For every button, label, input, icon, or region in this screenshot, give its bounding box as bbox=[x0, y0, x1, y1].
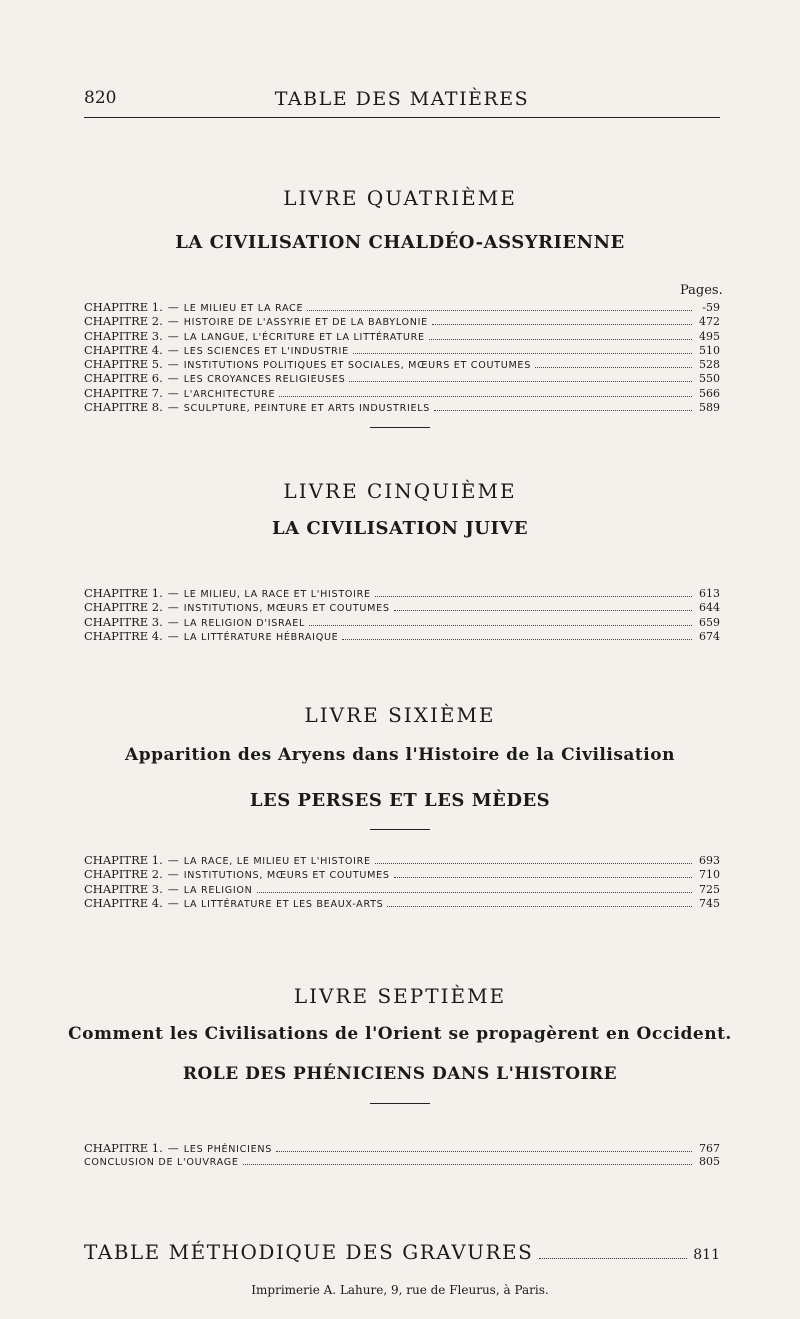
chapter-label: CHAPITRE 2. bbox=[84, 867, 163, 882]
book-subtitle-6a: Apparition des Aryens dans l'Histoire de la Civilisation bbox=[125, 745, 675, 765]
gravures-title: TABLE MÉTHODIQUE DES GRAVURES bbox=[84, 1240, 534, 1264]
chapter-page: 644 bbox=[699, 601, 720, 615]
toc-entry[interactable]: CHAPITRE 4. — LA LITTÉRATURE ET LES BEAUX-ARTS 745 bbox=[84, 895, 720, 910]
toc-entry[interactable]: CHAPITRE 7. — L'ARCHITECTURE 566 bbox=[84, 385, 720, 400]
dot-leader bbox=[375, 863, 692, 864]
chapter-label: CHAPITRE 2. bbox=[84, 314, 163, 329]
chapter-title: LA LANGUE, L'ÉCRITURE ET LA LITTÉRATURE bbox=[183, 331, 425, 343]
chapter-page: 566 bbox=[699, 386, 720, 400]
chapter-title: LES PHÉNICIENS bbox=[183, 1144, 273, 1155]
chapter-page: 613 bbox=[699, 587, 720, 600]
dot-leader bbox=[349, 381, 692, 382]
dot-leader bbox=[394, 610, 692, 611]
chapter-page: 510 bbox=[699, 343, 720, 357]
book-title-7: LIVRE SEPTIÈME bbox=[293, 984, 507, 1008]
chapter-list-6 bbox=[84, 853, 720, 910]
dot-leader bbox=[434, 410, 692, 411]
chapter-title: LA LITTÉRATURE ET LES BEAUX-ARTS bbox=[183, 898, 384, 910]
dot-leader bbox=[279, 396, 692, 397]
toc-entry[interactable]: CHAPITRE 2. — INSTITUTIONS, MŒURS ET COUTUMES 710 bbox=[84, 867, 720, 882]
chapter-title: LA LITTÉRATURE HÉBRAIQUE bbox=[183, 631, 339, 643]
chapter-page: 659 bbox=[699, 615, 720, 629]
section-rule bbox=[370, 1103, 430, 1104]
imprint: Imprimerie A. Lahure, 9, rue de Fleurus, à Paris. bbox=[251, 1283, 549, 1297]
chapter-title: LA RELIGION bbox=[183, 884, 253, 896]
chapter-label: CHAPITRE 4. bbox=[84, 628, 163, 643]
chapter-page: 725 bbox=[699, 882, 720, 896]
dot-leader bbox=[429, 339, 692, 340]
chapter-label: CHAPITRE 3. bbox=[84, 614, 163, 629]
chapter-label: CHAPITRE 1. bbox=[84, 300, 163, 314]
chapter-page: -59 bbox=[702, 301, 720, 314]
chapter-label: CHAPITRE 1. bbox=[84, 586, 163, 600]
toc-entry[interactable]: CHAPITRE 8. — SCULPTURE, PEINTURE ET ARTS INDUSTRIELS 589 bbox=[84, 400, 720, 415]
chapter-page: 472 bbox=[699, 315, 720, 329]
toc-entry[interactable]: CHAPITRE 3. — LA RELIGION D'ISRAEL 659 bbox=[84, 614, 720, 629]
chapter-label: CHAPITRE 3. bbox=[84, 328, 163, 343]
chapter-page: 589 bbox=[699, 401, 720, 415]
toc-entry[interactable]: CHAPITRE 1. — LES PHÉNICIENS 767 bbox=[84, 1141, 720, 1155]
book-subtitle-4: LA CIVILISATION CHALDÉO-ASSYRIENNE bbox=[175, 232, 625, 253]
chapter-page: 693 bbox=[699, 854, 720, 867]
dot-leader bbox=[387, 906, 692, 907]
chapter-label: CHAPITRE 1. bbox=[84, 853, 163, 867]
dot-leader bbox=[375, 596, 692, 597]
chapter-page: 805 bbox=[699, 1155, 720, 1169]
section-rule bbox=[370, 427, 430, 428]
chapter-page: 710 bbox=[699, 868, 720, 882]
chapter-title: LE MILIEU, LA RACE ET L'HISTOIRE bbox=[183, 589, 371, 600]
chapter-page: 745 bbox=[699, 896, 720, 910]
toc-entry[interactable]: CHAPITRE 2. — HISTOIRE DE L'ASSYRIE ET DE LA BABYLONIE 472 bbox=[84, 314, 720, 329]
chapter-label: CHAPITRE 6. bbox=[84, 371, 163, 386]
chapter-title: INSTITUTIONS POLITIQUES ET SOCIALES, MŒURS ET COUTUMES bbox=[183, 360, 531, 372]
page-number: 820 bbox=[84, 88, 117, 108]
conclusion-title: CONCLUSION DE L'OUVRAGE bbox=[84, 1157, 239, 1169]
toc-entry[interactable]: CHAPITRE 4. — LES SCIENCES ET L'INDUSTRIE 510 bbox=[84, 342, 720, 357]
chapter-label: CHAPITRE 2. bbox=[84, 600, 163, 615]
chapter-title: LES CROYANCES RELIGIEUSES bbox=[183, 374, 346, 386]
chapter-page: 674 bbox=[699, 629, 720, 643]
section-rule bbox=[370, 829, 430, 830]
toc-entry[interactable]: CHAPITRE 4. — LA LITTÉRATURE HÉBRAIQUE 674 bbox=[84, 628, 720, 643]
toc-entry[interactable]: CHAPITRE 1. — LE MILIEU, LA RACE ET L'HISTOIRE 613 bbox=[84, 586, 720, 600]
chapter-label: CHAPITRE 8. bbox=[84, 400, 163, 415]
book-subtitle-5: LA CIVILISATION JUIVE bbox=[271, 518, 529, 539]
chapter-label: CHAPITRE 7. bbox=[84, 385, 163, 400]
dot-leader bbox=[539, 1258, 687, 1259]
dot-leader bbox=[535, 367, 692, 368]
chapter-label: CHAPITRE 1. bbox=[84, 1141, 163, 1155]
chapter-page: 550 bbox=[699, 372, 720, 386]
dot-leader bbox=[394, 877, 692, 878]
chapter-title: LA RACE, LE MILIEU ET L'HISTOIRE bbox=[183, 856, 371, 867]
chapter-label: CHAPITRE 3. bbox=[84, 881, 163, 896]
dot-leader bbox=[276, 1151, 692, 1152]
chapter-title: INSTITUTIONS, MŒURS ET COUTUMES bbox=[183, 870, 390, 882]
chapter-list-5 bbox=[84, 586, 720, 643]
chapter-title: HISTOIRE DE L'ASSYRIE ET DE LA BABYLONIE bbox=[183, 317, 428, 329]
chapter-title: INSTITUTIONS, MŒURS ET COUTUMES bbox=[183, 603, 390, 615]
chapter-title: L'ARCHITECTURE bbox=[183, 388, 276, 400]
chapter-title: LES SCIENCES ET L'INDUSTRIE bbox=[183, 345, 349, 357]
chapter-page: 528 bbox=[699, 358, 720, 372]
book-subtitle-6b: LES PERSES ET LES MÈDES bbox=[249, 790, 551, 811]
toc-entry[interactable]: CHAPITRE 1. — LA RACE, LE MILIEU ET L'HISTOIRE 693 bbox=[84, 853, 720, 867]
chapter-list-7 bbox=[84, 1141, 720, 1170]
running-head bbox=[84, 88, 720, 112]
book-subtitle-7b: ROLE DES PHÉNICIENS DANS L'HISTOIRE bbox=[182, 1064, 618, 1084]
chapter-label: CHAPITRE 5. bbox=[84, 357, 163, 372]
chapter-list-4 bbox=[84, 300, 720, 414]
toc-entry[interactable]: CHAPITRE 3. — LA LANGUE, L'ÉCRITURE ET LA LITTÉRATURE 495 bbox=[84, 328, 720, 343]
dot-leader bbox=[257, 892, 692, 893]
dot-leader bbox=[353, 353, 692, 354]
chapter-title: LE MILIEU ET LA RACE bbox=[183, 303, 304, 314]
dot-leader bbox=[309, 625, 692, 626]
toc-entry[interactable] bbox=[84, 1155, 720, 1169]
gravures-page: 811 bbox=[693, 1247, 720, 1263]
chapter-page: 495 bbox=[699, 329, 720, 343]
chapter-title: LA RELIGION D'ISRAEL bbox=[183, 617, 306, 629]
dot-leader bbox=[307, 310, 692, 311]
chapter-label: CHAPITRE 4. bbox=[84, 342, 163, 357]
header-rule bbox=[84, 117, 720, 118]
toc-entry-gravures[interactable] bbox=[84, 1240, 720, 1264]
chapter-label: CHAPITRE 4. bbox=[84, 895, 163, 910]
book-title-4: LIVRE QUATRIÈME bbox=[283, 186, 517, 210]
running-title: TABLE DES MATIÈRES bbox=[274, 88, 530, 110]
book-title-5: LIVRE CINQUIÈME bbox=[283, 479, 517, 503]
toc-entry[interactable]: CHAPITRE 2. — INSTITUTIONS, MŒURS ET COUTUMES 644 bbox=[84, 600, 720, 615]
dot-leader bbox=[432, 324, 692, 325]
chapter-page: 767 bbox=[699, 1142, 720, 1155]
dot-leader bbox=[342, 639, 692, 640]
pages-column-label: Pages. bbox=[680, 283, 723, 298]
toc-entry[interactable]: CHAPITRE 1. — LE MILIEU ET LA RACE -59 bbox=[84, 300, 720, 314]
dot-leader bbox=[243, 1164, 692, 1165]
toc-entry[interactable]: CHAPITRE 6. — LES CROYANCES RELIGIEUSES 550 bbox=[84, 371, 720, 386]
book-title-6: LIVRE SIXIÈME bbox=[304, 703, 496, 727]
chapter-title: SCULPTURE, PEINTURE ET ARTS INDUSTRIELS bbox=[183, 403, 431, 415]
toc-entry[interactable]: CHAPITRE 3. — LA RELIGION 725 bbox=[84, 881, 720, 896]
toc-entry[interactable]: CHAPITRE 5. — INSTITUTIONS POLITIQUES ET SOCIALES, MŒURS ET COUTUMES 528 bbox=[84, 357, 720, 372]
book-subtitle-7a: Comment les Civilisations de l'Orient se propagèrent en Occident. bbox=[68, 1024, 732, 1044]
